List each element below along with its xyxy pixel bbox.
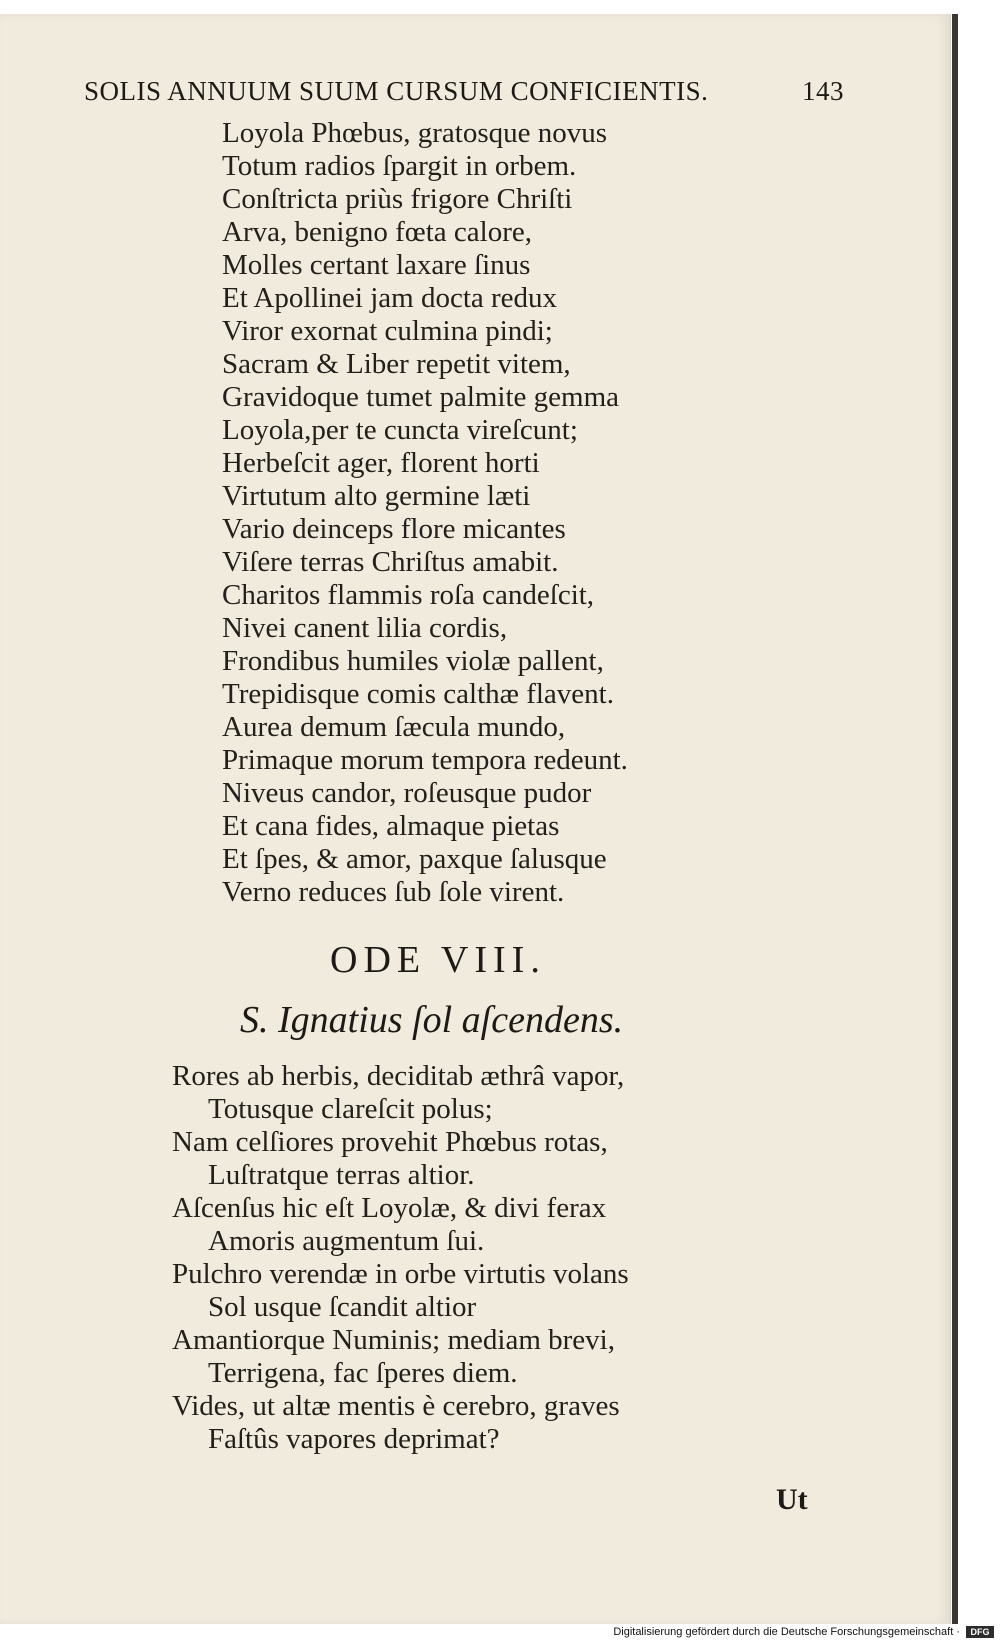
poem-line: Sol usque ſcandit altior bbox=[208, 1291, 477, 1323]
poem-line: Molles certant laxare ſinus bbox=[222, 249, 531, 281]
poem-line: Faſtûs vapores deprimat? bbox=[208, 1423, 500, 1455]
poem-line: Primaque morum tempora redeunt. bbox=[222, 744, 628, 776]
poem-line: Loyola Phœbus, gratosque novus bbox=[222, 117, 608, 149]
poem-line: Verno reduces ſub ſole virent. bbox=[222, 876, 565, 908]
catchword: Ut bbox=[776, 1483, 808, 1516]
poem-line: Herbeſcit ager, florent horti bbox=[222, 447, 540, 479]
poem-line: Gravidoque tumet palmite gemma bbox=[222, 381, 620, 413]
poem-line: Arva, benigno fœta calore, bbox=[222, 216, 533, 248]
poem-line: Et ſpes, & amor, paxque ſalusque bbox=[222, 843, 607, 875]
ode-title: ODE VIII. bbox=[330, 939, 546, 981]
running-head bbox=[84, 76, 844, 107]
poem-line: Trepidisque comis calthæ flavent. bbox=[222, 678, 614, 710]
dfg-logo: DFG bbox=[966, 1626, 994, 1638]
poem-line: Terrigena, fac ſperes diem. bbox=[208, 1357, 518, 1389]
poem-line: Aurea demum ſæcula mundo, bbox=[222, 711, 566, 743]
ode-subtitle: S. Ignatius ſol aſcendens. bbox=[240, 999, 624, 1041]
poem-line: Vario deinceps flore micantes bbox=[222, 513, 566, 545]
page-edge bbox=[952, 14, 958, 1624]
poem-line: Conſtricta priùs frigore Chriſti bbox=[222, 183, 573, 215]
poem-line: Amoris augmentum ſui. bbox=[208, 1225, 485, 1257]
poem-line: Niveus candor, roſeusque pudor bbox=[222, 777, 592, 809]
poem-line: Sacram & Liber repetit vitem, bbox=[222, 348, 571, 380]
page-number: 143 bbox=[802, 76, 844, 106]
poem-stanza-a bbox=[222, 117, 628, 909]
poem-line: Aſcenſus hic eſt Loyolæ, & divi ferax bbox=[172, 1192, 607, 1224]
running-title: SOLIS ANNUUM SUUM CURSUM CONFICIENTIS. bbox=[84, 76, 709, 106]
poem-line: Nam celſiores provehit Phœbus rotas, bbox=[172, 1126, 608, 1158]
poem-line: Rores ab herbis, deciditab æthrâ vapor, bbox=[172, 1060, 625, 1092]
poem-line: Pulchro verendæ in orbe virtutis volans bbox=[172, 1258, 629, 1290]
poem-line: Charitos flammis roſa candeſcit, bbox=[222, 579, 595, 611]
footer-credit: Digitalisierung gefördert durch die Deutsche Forschungsgemeinschaft · bbox=[613, 1626, 960, 1638]
poem-line: Totum radios ſpargit in orbem. bbox=[222, 150, 577, 182]
poem-ode-viii bbox=[172, 1060, 629, 1456]
poem-line: Et Apollinei jam docta redux bbox=[222, 282, 558, 314]
poem-line: Viror exornat culmina pindi; bbox=[222, 315, 553, 347]
poem-line: Nivei canent lilia cordis, bbox=[222, 612, 508, 644]
poem-line: Vides, ut altæ mentis è cerebro, graves bbox=[172, 1390, 620, 1422]
poem-line: Loyola,per te cuncta vireſcunt; bbox=[222, 414, 578, 446]
poem-line: Amantiorque Numinis; mediam brevi, bbox=[172, 1324, 615, 1356]
poem-line: Et cana fides, almaque pietas bbox=[222, 810, 560, 842]
poem-line: Virtutum alto germine læti bbox=[222, 480, 531, 512]
poem-line: Luſtratque terras altior. bbox=[208, 1159, 475, 1191]
poem-line: Viſere terras Chriſtus amabit. bbox=[222, 546, 559, 578]
poem-line: Frondibus humiles violæ pallent, bbox=[222, 645, 604, 677]
poem-line: Totusque clareſcit polus; bbox=[208, 1093, 493, 1125]
